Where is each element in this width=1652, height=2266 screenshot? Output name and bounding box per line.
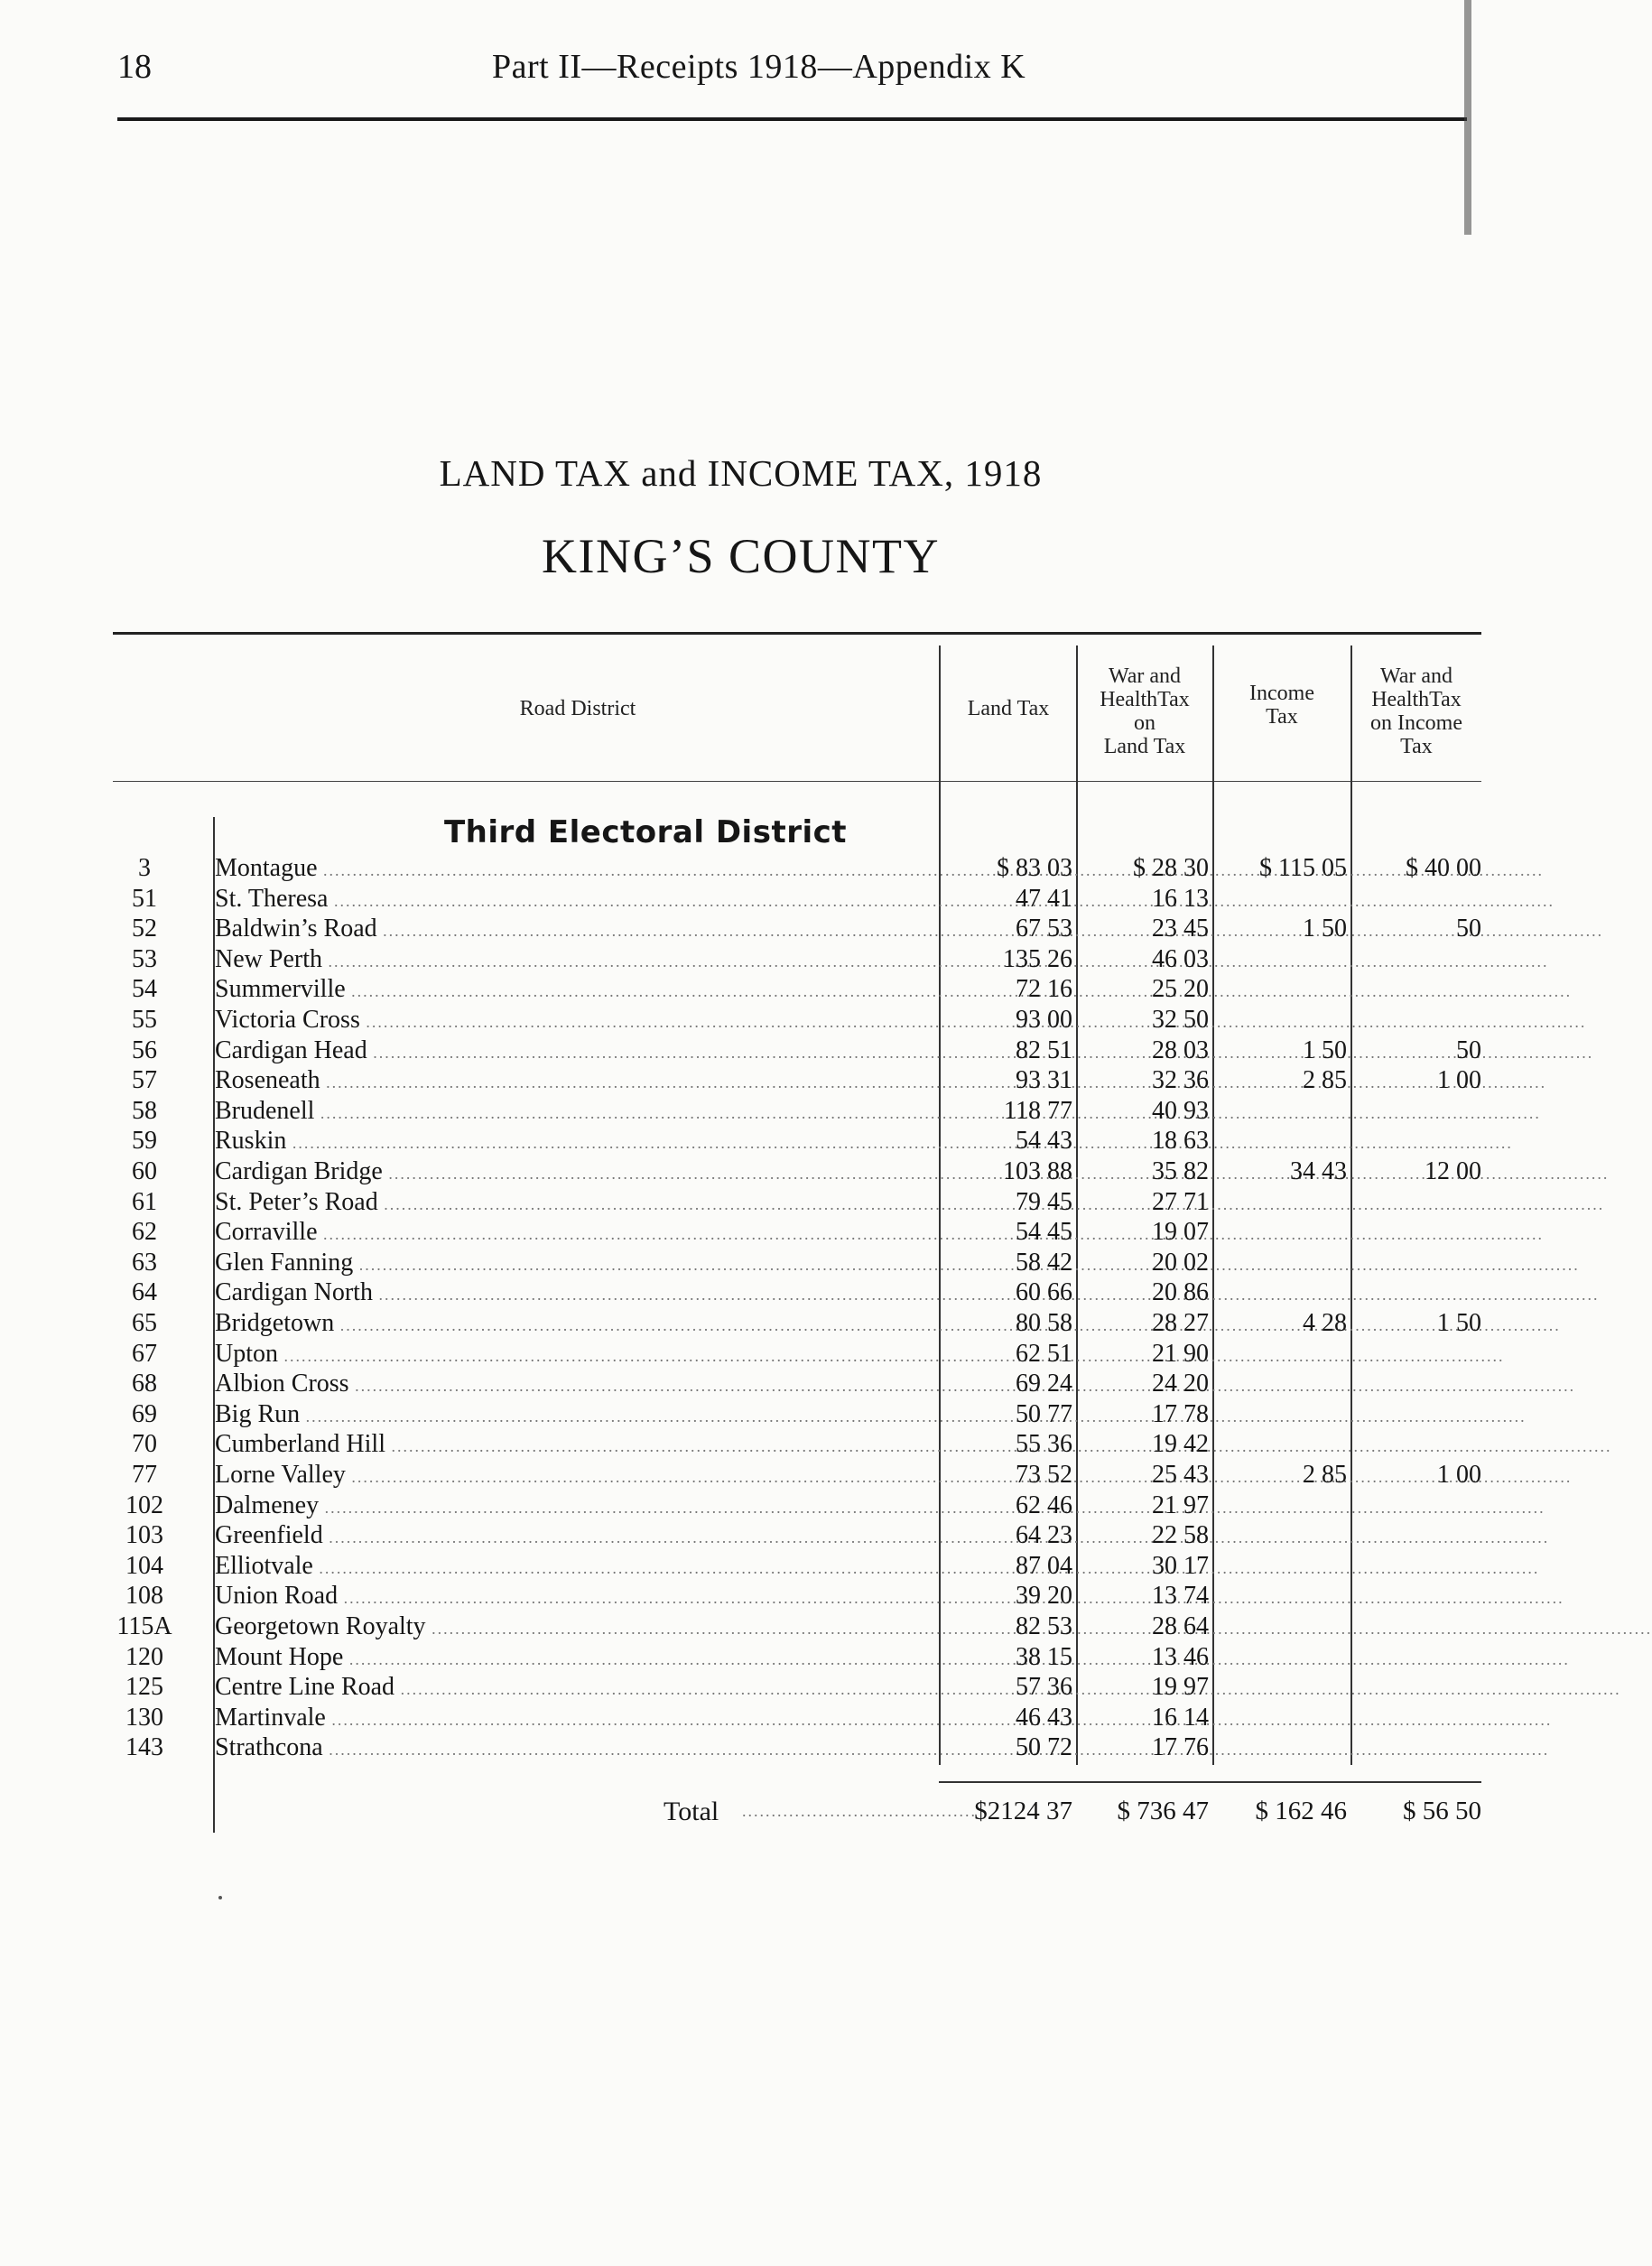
district-number: 130 [125, 1703, 163, 1732]
district-name: Greenfield ..... [215, 1520, 928, 1553]
war-tax-land-cell: 21 97 [1152, 1491, 1209, 1519]
table-row [0, 884, 1481, 914]
table-row [0, 1065, 1481, 1095]
war-tax-land-cell: 30 17 [1152, 1551, 1209, 1580]
table-row [0, 1369, 1481, 1398]
column-header-line: War and [1379, 664, 1453, 688]
war-tax-land-cell: 17 78 [1152, 1399, 1209, 1428]
war-tax-land-cell: 25 20 [1152, 975, 1209, 1004]
district-number: 115A [116, 1612, 172, 1640]
land-tax-cell: 80 58 [1016, 1309, 1072, 1337]
district-name: Union Road ..... [215, 1581, 928, 1613]
land-tax-cell: 69 24 [1016, 1370, 1072, 1398]
table-row [0, 1399, 1481, 1429]
war-tax-land-cell: $ 28 30 [1133, 854, 1209, 882]
district-number: 104 [125, 1551, 163, 1580]
column-header-line: HealthTax [1100, 688, 1190, 711]
district-number: 143 [125, 1733, 163, 1762]
war-tax-land-cell: 19 07 [1152, 1218, 1209, 1247]
district-number: 125 [125, 1673, 163, 1702]
district-number: 120 [125, 1642, 163, 1671]
land-tax-cell: 93 00 [1016, 1006, 1072, 1034]
running-title: Part II—Receipts 1918—Appendix K [492, 48, 1026, 86]
land-tax-cell: 67 53 [1016, 915, 1072, 943]
district-number: 54 [132, 975, 157, 1004]
land-tax-cell: 60 66 [1016, 1278, 1072, 1307]
total-land-tax: $2124 37 [974, 1797, 1072, 1825]
war-tax-land-cell: 19 42 [1152, 1430, 1209, 1459]
table-top-rule [113, 632, 1481, 635]
table-row [0, 974, 1481, 1004]
district-number: 59 [132, 1127, 157, 1156]
district-name: Baldwin’s Road ..... [215, 914, 928, 946]
leader-dots: ........................................ [742, 1802, 977, 1820]
land-tax-cell: 50 77 [1016, 1399, 1072, 1428]
district-number: 77 [132, 1461, 157, 1489]
district-number: 68 [132, 1370, 157, 1398]
total-income-tax: $ 162 46 [1255, 1797, 1347, 1825]
district-name: Elliotvale ..... [215, 1551, 928, 1583]
page-number: 18 [117, 48, 152, 86]
war-tax-land-cell: 19 97 [1152, 1673, 1209, 1702]
district-name: Lorne Valley ..... [215, 1460, 928, 1492]
war-tax-income-cell: $ 40 00 [1406, 854, 1481, 882]
war-tax-land-cell: 16 14 [1152, 1703, 1209, 1732]
table-row [0, 1611, 1481, 1641]
district-name: St. Theresa ..... [215, 884, 928, 916]
war-tax-land-cell: 32 36 [1152, 1066, 1209, 1095]
district-name: Bridgetown ..... [215, 1308, 928, 1341]
district-number: 51 [132, 884, 157, 913]
land-tax-cell: 55 36 [1016, 1430, 1072, 1459]
column-header-income-tax [1213, 682, 1350, 729]
land-tax-cell: $ 83 03 [997, 854, 1072, 882]
war-tax-land-cell: 16 13 [1152, 884, 1209, 913]
district-number: 108 [125, 1582, 163, 1611]
table-row [0, 1248, 1481, 1277]
land-tax-cell: 93 31 [1016, 1066, 1072, 1095]
table-row [0, 1277, 1481, 1307]
war-tax-income-cell: 1 00 [1437, 1461, 1481, 1489]
column-header-line: Income [1249, 682, 1314, 705]
land-tax-cell: 72 16 [1016, 975, 1072, 1004]
table-row [0, 1005, 1481, 1035]
district-number: 64 [132, 1278, 157, 1307]
district-number: 103 [125, 1521, 163, 1550]
district-number: 52 [132, 915, 157, 943]
table-row [0, 1581, 1481, 1611]
district-name: Big Run ..... [215, 1399, 928, 1432]
war-tax-land-cell: 21 90 [1152, 1339, 1209, 1368]
war-tax-land-cell: 13 46 [1152, 1642, 1209, 1671]
table-row [0, 1339, 1481, 1369]
district-number: 56 [132, 1035, 157, 1064]
war-tax-land-cell: 23 45 [1152, 915, 1209, 943]
district-number: 69 [132, 1399, 157, 1428]
column-header-line: Tax [1266, 705, 1298, 729]
income-tax-cell: 1 50 [1303, 1035, 1347, 1064]
income-tax-cell: 4 28 [1303, 1309, 1347, 1337]
land-tax-cell: 82 53 [1016, 1612, 1072, 1640]
district-number: 102 [125, 1491, 163, 1519]
war-tax-income-cell: 50 [1456, 915, 1481, 943]
table-row [0, 1187, 1481, 1217]
district-name: Victoria Cross ..... [215, 1005, 928, 1037]
district-name: Montague ..... [215, 853, 928, 886]
war-tax-land-cell: 28 64 [1152, 1612, 1209, 1640]
district-number: 70 [132, 1430, 157, 1459]
total-war-tax-income: $ 56 50 [1403, 1797, 1481, 1825]
district-name: Georgetown Royalty ..... [215, 1611, 928, 1644]
table-row [0, 1732, 1481, 1762]
table-row [0, 853, 1481, 883]
land-tax-cell: 73 52 [1016, 1461, 1072, 1489]
war-tax-land-cell: 32 50 [1152, 1006, 1209, 1034]
district-heading: Third Electoral District [443, 814, 848, 850]
land-tax-cell: 39 20 [1016, 1582, 1072, 1611]
column-header-land-tax: Land Tax [967, 697, 1050, 720]
war-tax-land-cell: 24 20 [1152, 1370, 1209, 1398]
war-tax-income-cell: 1 50 [1437, 1309, 1481, 1337]
district-name: Upton ..... [215, 1339, 928, 1371]
header-rule [117, 117, 1467, 121]
war-tax-land-cell: 27 71 [1152, 1187, 1209, 1216]
page-edge-shadow [1464, 0, 1471, 235]
district-number: 53 [132, 944, 157, 973]
column-header-line: Land Tax [1103, 735, 1186, 758]
table-row [0, 1460, 1481, 1490]
income-tax-cell: 34 43 [1290, 1157, 1347, 1185]
district-name: Albion Cross ..... [215, 1369, 928, 1401]
land-tax-cell: 79 45 [1016, 1187, 1072, 1216]
district-name: Centre Line Road ..... [215, 1672, 928, 1704]
total-war-tax-land: $ 736 47 [1117, 1797, 1209, 1825]
district-name: Summerville ..... [215, 974, 928, 1007]
land-tax-cell: 46 43 [1016, 1703, 1072, 1732]
total-rule [939, 1781, 1481, 1783]
table-row [0, 1096, 1481, 1126]
land-tax-cell: 82 51 [1016, 1035, 1072, 1064]
land-tax-cell: 54 45 [1016, 1218, 1072, 1247]
war-tax-land-cell: 20 02 [1152, 1248, 1209, 1277]
land-tax-cell: 62 51 [1016, 1339, 1072, 1368]
district-name: Strathcona ..... [215, 1732, 928, 1765]
table-row [0, 1308, 1481, 1338]
column-header-line: War and [1108, 664, 1182, 688]
war-tax-land-cell: 18 63 [1152, 1127, 1209, 1156]
land-tax-cell: 103 88 [1003, 1157, 1072, 1185]
district-name: Roseneath ..... [215, 1065, 928, 1098]
land-tax-cell: 57 36 [1016, 1673, 1072, 1702]
district-name: Brudenell ..... [215, 1096, 928, 1128]
land-tax-cell: 58 42 [1016, 1248, 1072, 1277]
district-number: 58 [132, 1096, 157, 1125]
district-name: St. Peter’s Road ..... [215, 1187, 928, 1220]
land-tax-cell: 50 72 [1016, 1733, 1072, 1762]
land-tax-cell: 38 15 [1016, 1642, 1072, 1671]
district-number: 63 [132, 1248, 157, 1277]
war-tax-land-cell: 20 86 [1152, 1278, 1209, 1307]
table-row [0, 1035, 1481, 1065]
war-tax-income-cell: 50 [1456, 1035, 1481, 1064]
table-row [0, 1520, 1481, 1550]
print-speck [218, 1896, 222, 1899]
district-number: 3 [138, 854, 151, 882]
war-tax-income-cell: 12 00 [1425, 1157, 1481, 1185]
column-header-war-tax-land [1077, 664, 1212, 758]
war-tax-land-cell: 40 93 [1152, 1096, 1209, 1125]
district-name: Cardigan Bridge ..... [215, 1156, 928, 1189]
land-tax-cell: 62 46 [1016, 1491, 1072, 1519]
war-tax-land-cell: 28 03 [1152, 1035, 1209, 1064]
district-number: 55 [132, 1006, 157, 1034]
table-row [0, 1672, 1481, 1702]
table-row [0, 1642, 1481, 1672]
column-header-war-tax-income [1351, 664, 1481, 758]
district-number: 61 [132, 1187, 157, 1216]
war-tax-land-cell: 46 03 [1152, 944, 1209, 973]
district-name: Cardigan North ..... [215, 1277, 928, 1310]
income-tax-cell: 2 85 [1303, 1066, 1347, 1095]
table-row [0, 1703, 1481, 1732]
column-header-road-district: Road District [519, 697, 636, 720]
district-name: Ruskin ..... [215, 1126, 928, 1158]
district-number: 67 [132, 1339, 157, 1368]
table-row [0, 1156, 1481, 1186]
district-number: 65 [132, 1309, 157, 1337]
land-tax-cell: 135 26 [1003, 944, 1072, 973]
column-header-line: HealthTax [1371, 688, 1462, 711]
table-row [0, 1551, 1481, 1581]
war-tax-land-cell: 25 43 [1152, 1461, 1209, 1489]
district-number: 57 [132, 1066, 157, 1095]
page-title: LAND TAX and INCOME TAX, 1918 [439, 452, 1043, 494]
district-name: Dalmeney ..... [215, 1491, 928, 1523]
column-header-line: on Income [1370, 711, 1462, 735]
district-name: New Perth ..... [215, 944, 928, 977]
war-tax-land-cell: 28 27 [1152, 1309, 1209, 1337]
table-row [0, 1217, 1481, 1247]
table-row [0, 914, 1481, 943]
war-tax-land-cell: 17 76 [1152, 1733, 1209, 1762]
district-number: 60 [132, 1157, 157, 1185]
war-tax-income-cell: 1 00 [1437, 1066, 1481, 1095]
table-row [0, 1126, 1481, 1156]
land-tax-cell: 87 04 [1016, 1551, 1072, 1580]
table-header-rule [113, 781, 1481, 782]
district-name: Corraville ..... [215, 1217, 928, 1249]
income-tax-cell: $ 115 05 [1259, 854, 1347, 882]
land-tax-cell: 118 77 [1004, 1096, 1072, 1125]
district-number: 62 [132, 1218, 157, 1247]
war-tax-land-cell: 13 74 [1152, 1582, 1209, 1611]
table-row [0, 1491, 1481, 1520]
land-tax-cell: 64 23 [1016, 1521, 1072, 1550]
land-tax-cell: 54 43 [1016, 1127, 1072, 1156]
land-tax-cell: 47 41 [1016, 884, 1072, 913]
war-tax-land-cell: 35 82 [1152, 1157, 1209, 1185]
war-tax-land-cell: 22 58 [1152, 1521, 1209, 1550]
county-title: KING’S COUNTY [542, 529, 940, 583]
district-name: Cumberland Hill ..... [215, 1429, 928, 1462]
column-header-line: Tax [1400, 735, 1433, 758]
total-label: Total [664, 1797, 719, 1826]
income-tax-cell: 1 50 [1303, 915, 1347, 943]
income-tax-cell: 2 85 [1303, 1461, 1347, 1489]
district-name: Martinvale ..... [215, 1703, 928, 1735]
district-name: Glen Fanning ..... [215, 1248, 928, 1280]
district-name: Mount Hope ..... [215, 1642, 928, 1675]
table-row [0, 1429, 1481, 1459]
column-header-line: on [1134, 711, 1155, 735]
table-row [0, 944, 1481, 974]
district-name: Cardigan Head ..... [215, 1035, 928, 1068]
